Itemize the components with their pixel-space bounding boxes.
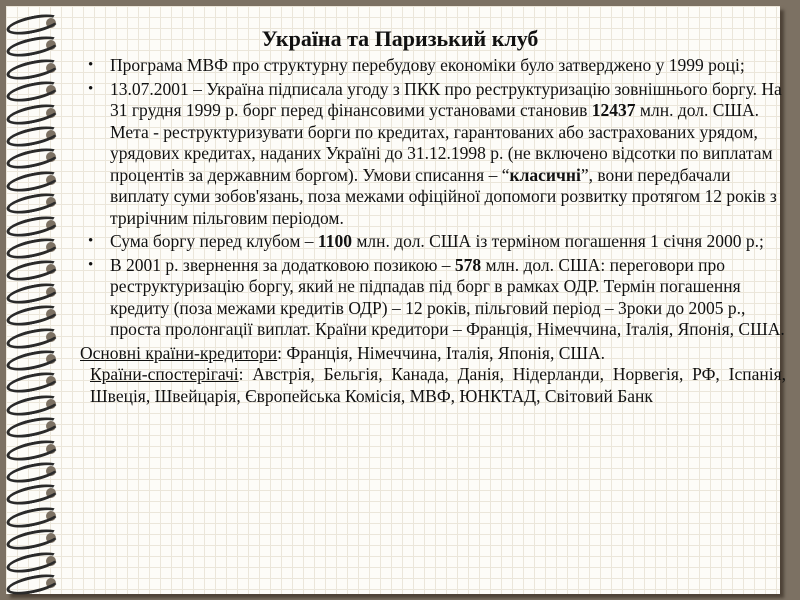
spiral-ring-icon	[6, 193, 74, 209]
spiral-ring-icon	[6, 350, 74, 366]
terms-classic: класичні	[509, 164, 581, 185]
bullet-paris-club-agreement	[80, 79, 786, 230]
bullet-text: Сума боргу перед клубом –	[110, 231, 318, 251]
spiral-ring-icon	[6, 417, 74, 433]
creditors-paragraph	[80, 343, 786, 365]
spiral-ring-icon	[6, 507, 74, 523]
spiral-ring-icon	[6, 372, 74, 388]
bullet-list	[80, 55, 786, 341]
bullet-text: ”, вони передбачали виплату суми зобов'язань, поза межами офіційної допомоги розвитку протягом 12 років з трирічним пільговим періодом.	[110, 164, 777, 228]
spiral-ring-icon	[6, 59, 74, 75]
spiral-ring-icon	[6, 440, 74, 456]
creditors-text: : Франція, Німеччина, Італія, Японія, США.	[277, 342, 606, 363]
spiral-ring-icon	[6, 171, 74, 187]
observers-label: Країни-спостерігачі	[90, 364, 239, 384]
bullet-icon: •	[88, 233, 94, 249]
bullet-icon: •	[88, 57, 94, 73]
bullet-text: млн. дол. США. Мета - реструктуризувати борги по кредитах, гарантованих або застрахованих урядом, урядових кредитах, наданих Україні до 31.12.1998 р. (не включено відсотки по виплатам процентів за державним боргом). Умови списання – “	[110, 100, 773, 185]
loan-amount-value: 578	[454, 254, 482, 275]
spiral-ring-icon	[6, 238, 74, 254]
slide-content	[80, 55, 786, 407]
spiral-ring-icon	[6, 574, 74, 590]
spiral-ring-icon	[6, 552, 74, 568]
spiral-ring-icon	[6, 283, 74, 299]
spiral-ring-icon	[6, 529, 74, 545]
spiral-ring-icon	[6, 81, 74, 97]
observers-paragraph	[80, 364, 786, 407]
observers-text: : Австрія, Бельгія, Канада, Данія, Нідерланди, Норвегія, РФ, Іспанія, Швеція, Швейцарія, Європейська Комісія, МВФ, ЮНКТАД, Світовий Банк	[90, 364, 786, 406]
bullet-text: 13.07.2001 – Україна підписала угоду з ПКК про реструктуризацію зовнішнього боргу. На 31 грудня 1999 р. борг перед фінансовими установами становив	[110, 78, 782, 120]
spiral-ring-icon	[6, 216, 74, 232]
bullet-text: млн. дол. США із терміном погашення 1 січня 2000 р.;	[351, 231, 764, 251]
club-debt-value: 1100	[317, 231, 352, 251]
spiral-ring-icon	[6, 305, 74, 321]
bullet-icon: •	[88, 80, 94, 97]
bullet-text: млн. дол. США: переговори про реструктуризацію боргу, який не підпадав під борг в рамках ОДР. Термін погашення кредиту (поза межами кредитів ОДР) – 12 років, пільговий період – 3роки до 2005 р., проста пролонгації виплат. Країни кредитори – Франція, Німеччина, Італія, Японія, США.	[110, 254, 785, 339]
spiral-ring-icon	[6, 126, 74, 142]
spiral-ring-icon	[6, 484, 74, 500]
debt-amount-value: 12437	[591, 100, 636, 120]
spiral-ring-icon	[6, 462, 74, 478]
page-title: Україна та Паризький клуб	[261, 26, 539, 51]
bullet-additional-loan	[80, 255, 786, 341]
bullet-imf-program	[80, 55, 786, 77]
bullet-club-debt	[80, 231, 786, 253]
spiral-ring-icon	[6, 395, 74, 411]
spiral-ring-icon	[6, 328, 74, 344]
bullet-text: Програма МВФ про структурну перебудову економіки було затверджено у 1999 році;	[110, 55, 745, 75]
bullet-text: В 2001 р. звернення за додатковою позикою –	[110, 254, 455, 275]
spiral-ring-icon	[6, 104, 74, 120]
creditors-label: Основні країни-кредитори	[80, 342, 278, 363]
bullet-icon: •	[88, 256, 94, 273]
spiral-ring-icon	[6, 260, 74, 276]
spiral-ring-icon	[6, 148, 74, 164]
